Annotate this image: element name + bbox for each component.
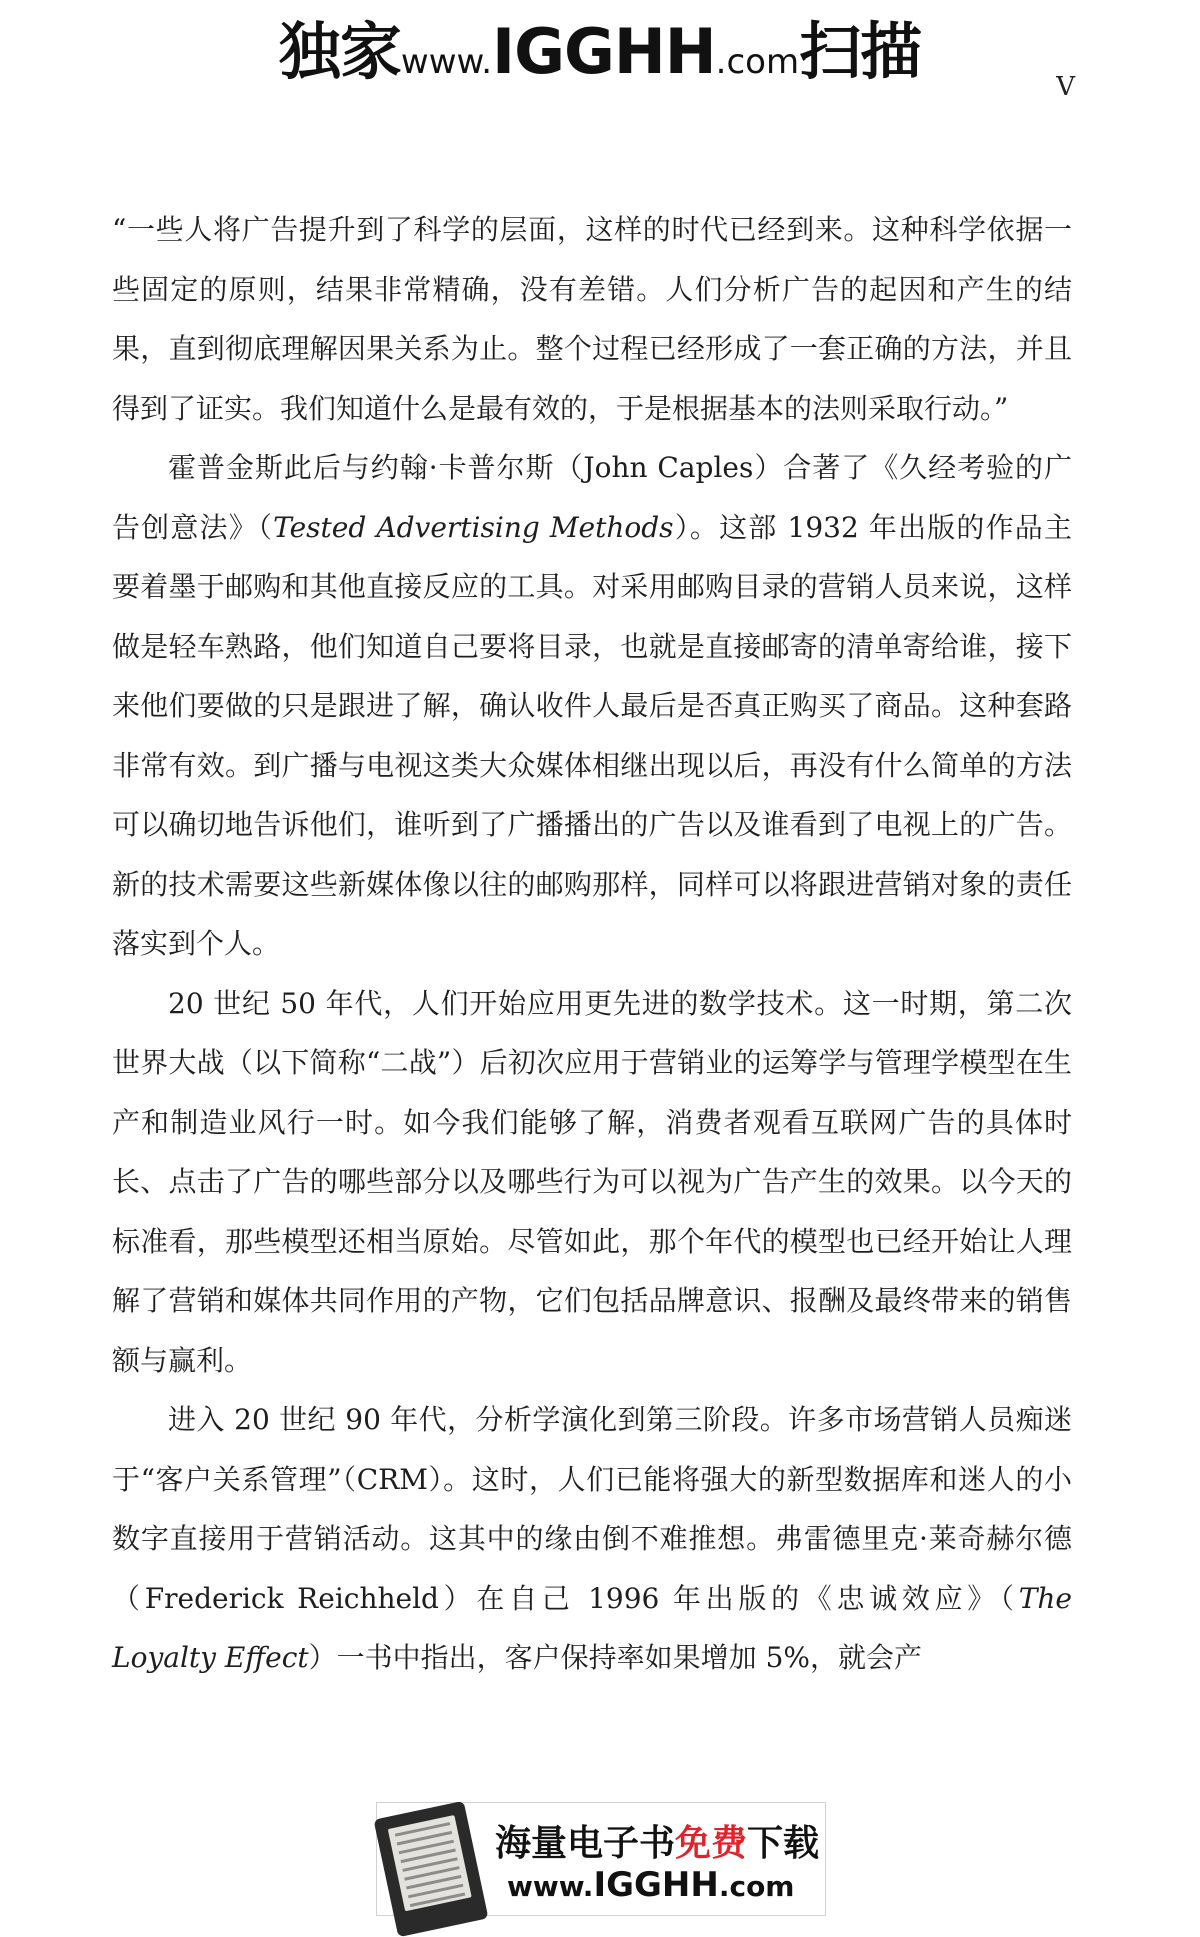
ebook-download-banner[interactable] xyxy=(376,1802,826,1916)
banner-url-suffix: .com xyxy=(718,1870,795,1903)
scan-watermark xyxy=(0,2,1200,91)
banner-title-text: 下载 xyxy=(747,1823,820,1864)
paragraph-1950s: 20 世纪 50 年代，人们开始应用更先进的数学技术。这一时期，第二次世界大战（以下简称“二战”）后初次应用于营销业的运筹学与管理学模型在生产和制造业风行一时。如今我们能够了解，消费者观看互联网广告的具体时长、点击了广告的哪些部分以及哪些行为可以视为广告产生的效果。以今天的标准看，那些模型还相当原始。尽管如此，那个年代的模型也已经开始让人理解了营销和媒体共同作用的产物，它们包括品牌意识、报酬及最终带来的销售额与赢利。 xyxy=(112,986,1072,1377)
body-text xyxy=(112,200,1072,1688)
banner-url-prefix: www. xyxy=(507,1870,594,1903)
watermark-brand: IGGHH xyxy=(492,15,716,88)
paragraph-caples xyxy=(112,438,1072,974)
banner-title-text: 海量电子书 xyxy=(495,1823,676,1864)
banner-title xyxy=(495,1815,819,1866)
paragraph-text: 霍普金斯此后与约翰·卡普尔斯（John Caples）合著了《久经考验的广告创意法》（ xyxy=(112,451,1072,544)
watermark-prefix: 独家 xyxy=(278,15,401,88)
watermark-www: www. xyxy=(400,42,493,82)
banner-url[interactable] xyxy=(507,1865,794,1905)
page-number: V xyxy=(1056,72,1075,102)
banner-free-label: 免费 xyxy=(675,1823,748,1864)
paragraph-quote: “一些人将广告提升到了科学的层面，这样的时代已经到来。这种科学依据一些固定的原则，结果非常精确，没有差错。人们分析广告的起因和产生的结果，直到彻底理解因果关系为止。整个过程已经形成了一套正确的方法，并且得到了证实。我们知道什么是最有效的，于是根据基本的法则采取行动。” xyxy=(112,213,1072,425)
paragraph-text: ）。这部 1932 年出版的作品主要着墨于邮购和其他直接反应的工具。对采用邮购目录的营销人员来说，这样做是轻车熟路，他们知道自己要将目录，也就是直接邮寄的清单寄给谁，接下来他们要做的只是跟进了解，确认收件人最后是否真正购买了商品。这种套路非常有效。到广播与电视这类大众媒体相继出现以后，再没有什么简单的方法可以确切地告诉他们，谁听到了广播播出的广告以及谁看到了电视上的广告。新的技术需要这些新媒体像以往的邮购那样，同样可以将跟进营销对象的责任落实到个人。 xyxy=(112,510,1072,960)
paragraph-1990s xyxy=(112,1390,1072,1688)
paragraph-text: 进入 20 世纪 90 年代，分析学演化到第三阶段。许多市场营销人员痴迷于“客户关系管理”（CRM）。这时，人们已能将强大的新型数据库和迷人的小数字直接用于营销活动。这其中的缘由倒不难推想。弗雷德里克·莱奇赫尔德（Frederick Reichheld）在自己 1996 年出版的《忠诚效应》（ xyxy=(112,1403,1072,1615)
book-title: Tested Advertising Methods xyxy=(273,510,674,544)
watermark-suffix: 扫描 xyxy=(799,15,922,88)
watermark-dotcom: .com xyxy=(715,42,800,82)
banner-url-brand: IGGHH xyxy=(593,1865,719,1905)
paragraph-text: ）一书中指出，客户保持率如果增加 5%，就会产 xyxy=(308,1641,922,1674)
book-title: The Loyalty Effect xyxy=(112,1581,1072,1674)
